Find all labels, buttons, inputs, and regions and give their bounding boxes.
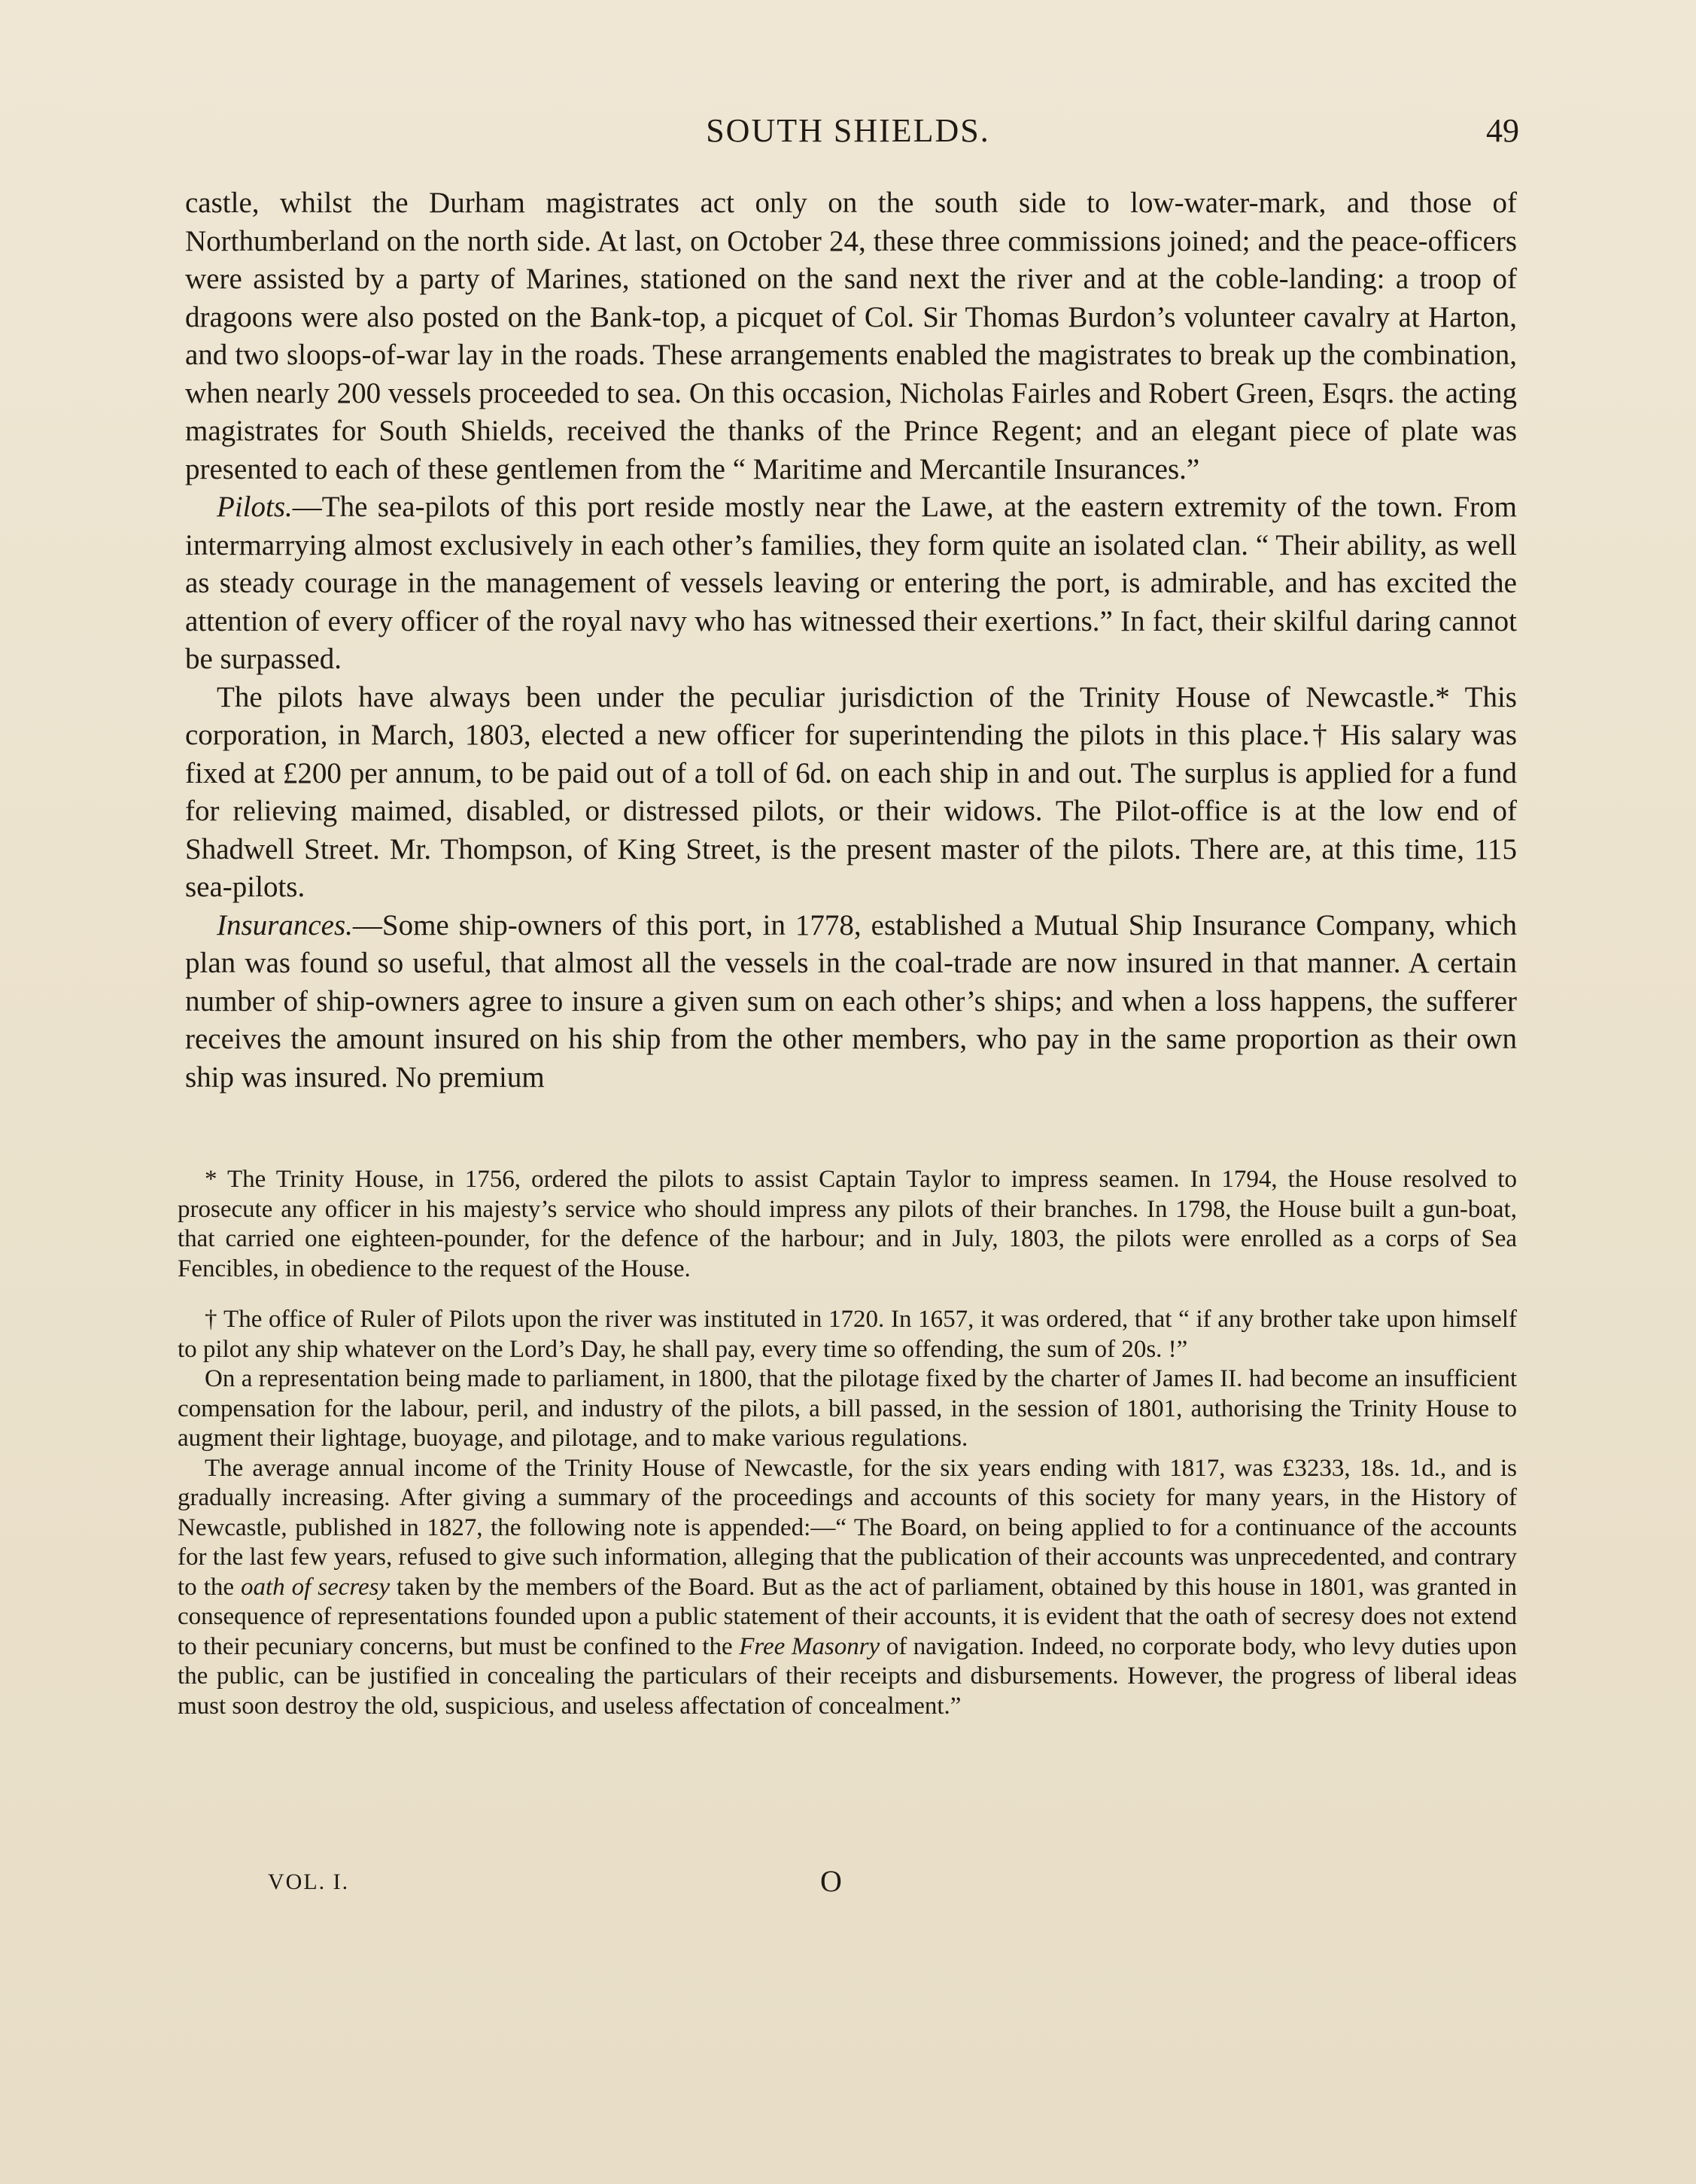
footnote-representation: On a representation being made to parliament, in 1800, that the pilotage fixed by the charter of James II. had become an insufficient compensation for the labour, peril, and industry of the pilots, a bill passed, in the session of 1801, authorising the Trinity House to augment their lightage, buoyage, and pilotage, and to make various regulations. — [178, 1365, 1517, 1452]
volume-label: VOL. I. — [268, 1869, 350, 1894]
paragraph-text: The pilots have always been under the peculiar jurisdiction of the Trinity House of Newcastle.* This corporation, in March, 1803, elected a new officer for superintending the pilots in this place.† His salary was fixed at £200 per annum, to be paid out of a toll of 6d. on each ship in and out. The surplus is applied for a fund for relieving maimed, disabled, or distressed pilots, or their widows. The Pilot-office is at the low end of Shadwell Street. Mr. Thompson, of King Street, is the present master of the pilots. There are, at this time, 115 sea-pilots. — [185, 680, 1517, 903]
page-number: 49 — [1486, 112, 1519, 149]
footnotes — [178, 1165, 1517, 1721]
running-title: SOUTH SHIELDS. — [706, 112, 990, 149]
footnote-income-text: The average annual income of the Trinity House of Newcastle, for the six years ending with 1817, was £3233, 18s. 1d., and is gradually increasing. After giving a summary of the proceedings and accounts of this society for many years, in the History of Newcastle, published in 1827, the following note is appended:—“ The Board, on being applied to for a continuance of the accounts for the last few years, refused to give such information, alleging that the publication of their accounts was unprecedented, and contrary to the — [178, 1454, 1517, 1601]
main-text — [185, 184, 1517, 1097]
section-heading-insurances: Insurances. — [217, 908, 353, 941]
running-head — [0, 111, 1696, 157]
footnote-star: * The Trinity House, in 1756, ordered the pilots to assist Captain Taylor to impress seamen. In 1794, the House resolved to prosecute any officer in his majesty’s service who should impress any pilots of their branches. In 1798, the House built a gun-boat, that carried one eighteen-pounder, for the defence of the harbour; and in July, 1803, the pilots were enrolled as a corps of Sea Fencibles, in obedience to the request of the House. — [178, 1166, 1517, 1282]
paragraph-combination — [185, 184, 1517, 488]
paragraph-text: castle, whilst the Durham magistrates act only on the south side to low-water-mark, and those of Northumberland on the north side. At last, on October 24, these three commissions joined; and the peace-officers were assisted by a party of Marines, stationed on the sand next the river and at the coble-landing: a troop of dragoons were also posted on the Bank-top, a picquet of Col. Sir Thomas Burdon’s volunteer cavalry at Harton, and two sloops-of-war lay in the roads. These arrangements enabled the magistrates to break up the combination, when nearly 200 vessels proceeded to sea. On this occasion, Nicholas Fairles and Robert Green, Esqrs. the acting magistrates for South Shields, received the thanks of the Prince Regent; and an elegant piece of plate was presented to each of these gentlemen from the “ Maritime and Mercantile Insurances.” — [185, 187, 1517, 485]
signature-line — [0, 1863, 1696, 1901]
paragraph-insurances — [185, 907, 1517, 1097]
footnote-dagger: † The office of Ruler of Pilots upon the river was instituted in 1720. In 1657, it was ordered, that “ if any brother take upon himself to pilot any ship whatever on the Lord’s Day, he shall pay, every time so offending, the sum of 20s. !” — [178, 1306, 1517, 1363]
paragraph-text: —The sea-pilots of this port reside mostly near the Lawe, at the eastern extremity of the town. From intermarrying almost exclusively in each other’s families, they form quite an isolated clan. “ Their ability, as well as steady courage in the management of vessels leaving or entering the port, is admirable, and has excited the attention of every officer of the royal navy who has witnessed their exertions.” In fact, their skilful daring cannot be surpassed. — [185, 491, 1517, 675]
footnote-income-text: taken by the members of the Board. But as the act of parliament, obtained by this house in 1801, was granted in consequence of representations founded upon a public statement of their accounts, it is evident that the oath of secresy does not extend to their pecuniary concerns, but must be confined to the — [178, 1573, 1517, 1660]
signature-mark: O — [820, 1864, 842, 1898]
footnote-income-italic: oath of secresy — [240, 1573, 391, 1601]
footnote-income-italic: Free Masonry — [739, 1632, 880, 1660]
paragraph-trinity-house — [185, 679, 1517, 907]
footnote-income — [178, 1454, 1517, 1722]
footnote-income-text: of navigation. Indeed, no corporate body, who levy duties upon the public, can be justified in concealing the particulars of their receipts and disbursements. However, the progress of liberal ideas must soon destroy the old, suspicious, and useless affectation of concealment.” — [178, 1632, 1517, 1720]
paragraph-text: —Some ship-owners of this port, in 1778, established a Mutual Ship Insurance Company, which plan was found so useful, that almost all the vessels in the coal-trade are now insured in that manner. A certain number of ship-owners agree to insure a given sum on each other’s ships; and when a loss happens, the sufferer receives the amount insured on his ship from the other members, who pay in the same proportion as their own ship was insured. No premium — [185, 908, 1517, 1094]
paragraph-pilots — [185, 488, 1517, 679]
section-heading-pilots: Pilots. — [217, 491, 293, 523]
